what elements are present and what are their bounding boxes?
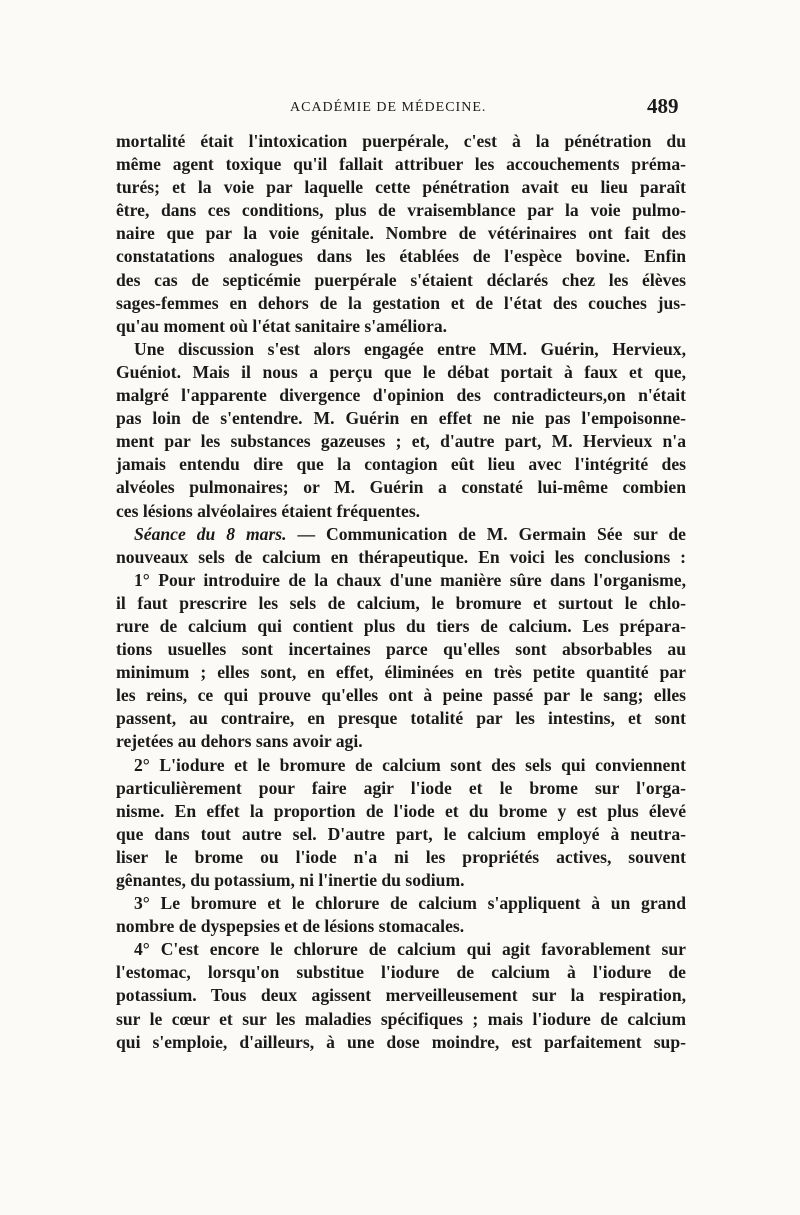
text-line: malgré l'apparente divergence d'opinion des contradicteurs,on n'était bbox=[116, 385, 686, 406]
text-line: que dans tout autre sel. D'autre part, le calcium employé à neutra- bbox=[116, 823, 686, 844]
text-line: les reins, ce qui prouve qu'elles ont à peine passé par le sang; elles bbox=[116, 685, 686, 706]
text-line: constatations analogues dans les établées de l'espèce bovine. Enfin bbox=[116, 246, 686, 267]
text-line: Guéniot. Mais il nous a perçu que le débat portait à faux et que, bbox=[116, 361, 686, 382]
text-line: nouveaux sels de calcium en thérapeutique. En voici les conclusions : bbox=[116, 546, 686, 567]
text-line: naire que par la voie génitale. Nombre de vétérinaires ont fait des bbox=[116, 223, 686, 244]
text-line: qui s'emploie, d'ailleurs, à une dose moindre, est parfaitement sup- bbox=[116, 1031, 686, 1052]
text-line: 1° Pour introduire de la chaux d'une manière sûre dans l'organisme, bbox=[134, 569, 686, 590]
text-line: Une discussion s'est alors engagée entre MM. Guérin, Hervieux, bbox=[134, 338, 686, 359]
text-line: sages-femmes en dehors de la gestation et de l'état des couches jus- bbox=[116, 292, 686, 313]
page-number: 489 bbox=[647, 94, 679, 118]
running-title: ACADÉMIE DE MÉDECINE. bbox=[290, 100, 487, 115]
text-line: tions usuelles sont incertaines parce qu'elles sont absorbables au bbox=[116, 639, 686, 660]
text-line: pas loin de s'entendre. M. Guérin en effet ne nie pas l'empoisonne- bbox=[116, 408, 686, 429]
text-line: turés; et la voie par laquelle cette pénétration avait eu lieu paraît bbox=[116, 177, 686, 198]
running-head bbox=[0, 94, 800, 124]
text-line: des cas de septicémie puerpérale s'étaient déclarés chez les élèves bbox=[116, 269, 686, 290]
text-line: alvéoles pulmonaires; or M. Guérin a constaté lui-même combien bbox=[116, 477, 686, 498]
text-line: rejetées au dehors sans avoir agi. bbox=[116, 731, 363, 752]
text-line: jamais entendu dire que la contagion eût lieu avec l'intégrité des bbox=[116, 454, 686, 475]
text-line: mortalité était l'intoxication puerpérale, c'est à la pénétration du bbox=[116, 131, 686, 151]
text-line: qu'au moment où l'état sanitaire s'améliora. bbox=[116, 315, 448, 336]
session-text: — Communication de M. Germain Sée sur de bbox=[297, 523, 686, 544]
text-line: 3° Le bromure et le chlorure de calcium s'appliquent à un grand bbox=[134, 893, 686, 914]
text-line: particulièrement pour faire agir l'iode et le brome sur l'orga- bbox=[116, 777, 686, 798]
text-line: gênantes, du potassium, ni l'inertie du sodium. bbox=[116, 870, 465, 890]
text-line: 4° C'est encore le chlorure de calcium qui agit favorablement sur bbox=[134, 939, 686, 960]
text-line: être, dans ces conditions, plus de vraisemblance par la voie pulmo- bbox=[116, 200, 686, 221]
text-line: il faut prescrire les sels de calcium, le bromure et surtout le chlo- bbox=[116, 592, 686, 613]
text-line: nombre de dyspepsies et de lésions stomacales. bbox=[116, 916, 465, 937]
text-line: sur le cœur et sur les maladies spécifiques ; mais l'iodure de calcium bbox=[116, 1008, 686, 1029]
text-line: minimum ; elles sont, en effet, éliminées en très petite quantité par bbox=[116, 662, 686, 683]
text-line: 2° L'iodure et le bromure de calcium sont des sels qui conviennent bbox=[134, 754, 686, 775]
text-line: ces lésions alvéolaires étaient fréquentes. bbox=[116, 500, 421, 521]
text-line: potassium. Tous deux agissent merveilleusement sur la respiration, bbox=[116, 985, 686, 1006]
text-line: passent, au contraire, en presque totalité par les intestins, et sont bbox=[116, 708, 686, 729]
text-line: nisme. En effet la proportion de l'iode et du brome y est plus élevé bbox=[116, 800, 686, 821]
body-text bbox=[116, 130, 686, 1054]
text-line: ment par les substances gazeuses ; et, d'autre part, M. Hervieux n'a bbox=[116, 431, 686, 452]
text-line: même agent toxique qu'il fallait attribuer les accouchements préma- bbox=[116, 154, 686, 175]
text-line: l'estomac, lorsqu'on substitue l'iodure de calcium à l'iodure de bbox=[116, 962, 686, 983]
text-line-session bbox=[116, 523, 686, 546]
text-line: rure de calcium qui contient plus du tiers de calcium. Les prépara- bbox=[116, 615, 686, 636]
text-line: liser le brome ou l'iode n'a ni les propriétés actives, souvent bbox=[116, 846, 686, 867]
session-heading: Séance du 8 mars. bbox=[134, 523, 287, 544]
